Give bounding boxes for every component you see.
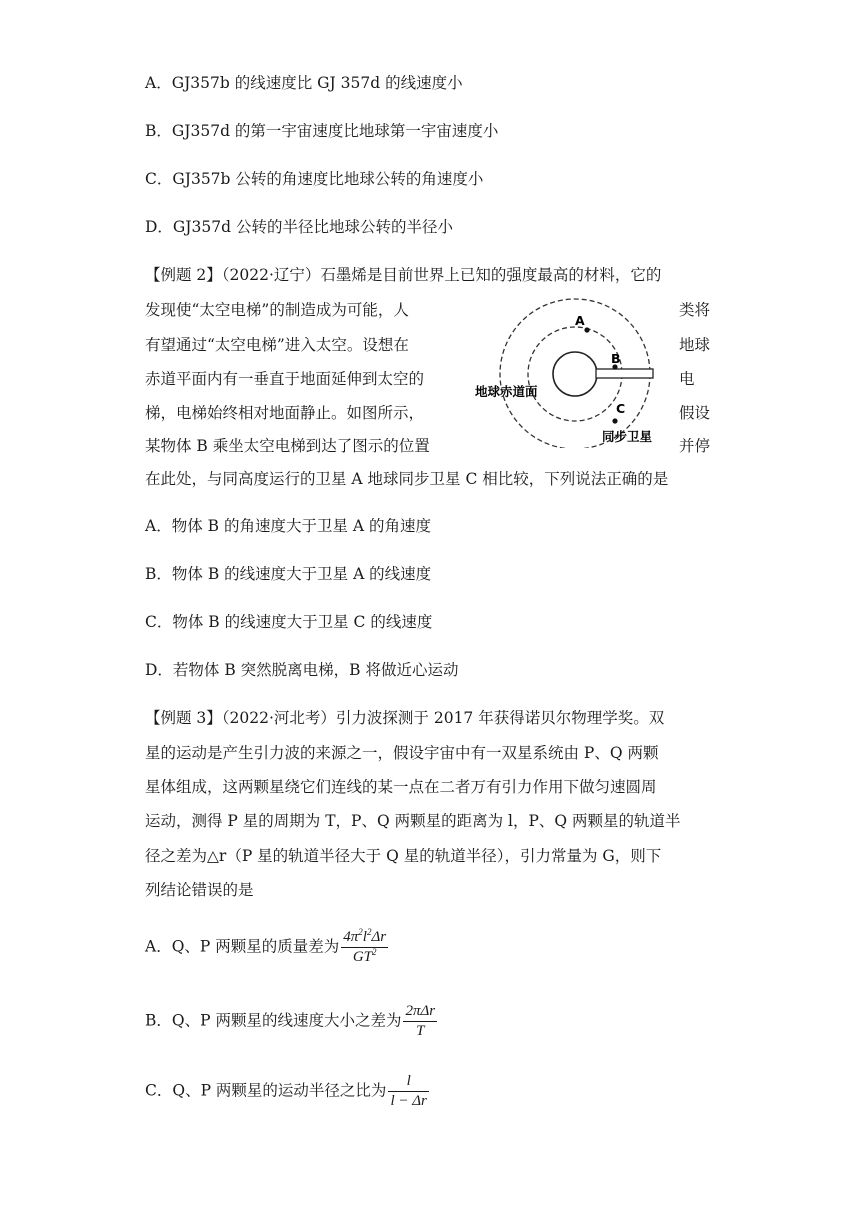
fraction-numerator	[341, 929, 388, 948]
example3-stem-line-6: 列结论错误的是	[145, 881, 254, 899]
fraction-denominator: T	[416, 1023, 425, 1039]
denominator-exponent: 2	[372, 947, 377, 957]
numerator-part: l	[362, 929, 367, 945]
example3-stem-line-1: 【例题 3】（2022·河北考）引力波探测于 2017 年获得诺贝尔物理学奖。双	[145, 709, 665, 727]
fraction-denominator	[341, 948, 388, 966]
example2-stem-line-2-right: 类将	[679, 301, 711, 319]
example2-option-a: A．物体 B 的角速度大于卫星 A 的角速度	[145, 517, 431, 535]
example2-option-b: B．物体 B 的线速度大于卫星 A 的线速度	[145, 565, 432, 583]
label-sync-satellite: 同步卫星	[602, 429, 653, 444]
numerator-part: Δr	[371, 929, 387, 945]
fraction-numerator: l	[388, 1073, 428, 1092]
example2-stem-line-5-left: 梯，电梯始终相对地面静止。如图所示，	[145, 404, 425, 422]
space-elevator-diagram	[470, 298, 670, 448]
example3-stem-line-4: 运动，测得 P 星的周期为 T，P、Q 两颗星的距离为 l，P、Q 两颗星的轨道半	[145, 812, 681, 830]
satellite-c-dot	[612, 418, 617, 423]
example3-option-a	[145, 929, 388, 966]
example3-option-c-text: C．Q、P 两颗星的运动半径之比为	[145, 1081, 387, 1100]
example2-stem-line-4-right: 电	[679, 370, 695, 388]
numerator-part: 4π	[343, 929, 359, 945]
example2-stem-line-2-left: 发现使“太空电梯”的制造成为可能，人	[145, 301, 409, 319]
example3-option-a-text: A．Q、P 两颗星的质量差为	[145, 937, 340, 956]
example3-option-c	[145, 1073, 429, 1110]
label-c: C	[616, 401, 626, 416]
numerator-exponent: 2	[358, 927, 363, 937]
example2-option-c: C．物体 B 的线速度大于卫星 C 的线速度	[145, 613, 433, 631]
q1-option-a: A．GJ357b 的线速度比 GJ 357d 的线速度小	[145, 74, 463, 92]
velocity-difference-fraction	[403, 1003, 437, 1040]
denominator-part: GT	[352, 949, 373, 965]
fraction-denominator: l − Δr	[390, 1093, 427, 1109]
elevator-shaft	[596, 369, 653, 378]
numerator-exponent: 2	[366, 927, 372, 937]
example2-stem-line-3-left: 有望通过“太空电梯”进入太空。设想在	[145, 336, 409, 354]
q1-option-c: C．GJ357b 公转的角速度比地球公转的角速度小	[145, 170, 484, 188]
label-a: A	[575, 313, 585, 328]
example2-stem-line-7: 在此处，与同高度运行的卫星 A 地球同步卫星 C 相比较，下列说法正确的是	[145, 470, 669, 488]
example3-option-b-text: B．Q、P 两颗星的线速度大小之差为	[145, 1011, 402, 1030]
earth-circle	[553, 352, 597, 396]
example2-stem-line-3-right: 地球	[679, 336, 711, 354]
example2-stem-line-6-right: 并停	[679, 437, 711, 455]
example2-stem-line-1: 【例题 2】（2022·辽宁）石墨烯是目前世界上已知的强度最高的材料，它的	[145, 266, 662, 284]
example3-stem-line-5: 径之差为△r（P 星的轨道半径大于 Q 星的轨道半径），引力常量为 G，则下	[145, 847, 662, 865]
fraction-numerator: 2πΔr	[403, 1003, 437, 1022]
radius-ratio-fraction	[388, 1073, 428, 1110]
example2-stem-line-6-left: 某物体 B 乘坐太空电梯到达了图示的位置	[145, 437, 430, 455]
satellite-a-dot	[584, 327, 589, 332]
q1-option-d: D．GJ357d 公转的半径比地球公转的半径小	[145, 218, 453, 236]
q1-option-b: B．GJ357d 的第一宇宙速度比地球第一宇宙速度小	[145, 122, 499, 140]
label-equator-plane: 地球赤道面	[475, 384, 538, 399]
example2-stem-line-4-left: 赤道平面内有一垂直于地面延伸到太空的	[145, 370, 425, 388]
mass-difference-fraction	[341, 929, 388, 966]
example2-option-d: D．若物体 B 突然脱离电梯，B 将做近心运动	[145, 661, 459, 679]
example3-stem-line-3: 星体组成，这两颗星绕它们连线的某一点在二者万有引力作用下做匀速圆周	[145, 778, 657, 796]
example3-option-b	[145, 1003, 437, 1040]
example3-stem-line-2: 星的运动是产生引力波的来源之一，假设宇宙中有一双星系统由 P、Q 两颗	[145, 744, 659, 762]
label-b: B	[611, 351, 621, 366]
example2-stem-line-5-right: 假设	[679, 404, 711, 422]
